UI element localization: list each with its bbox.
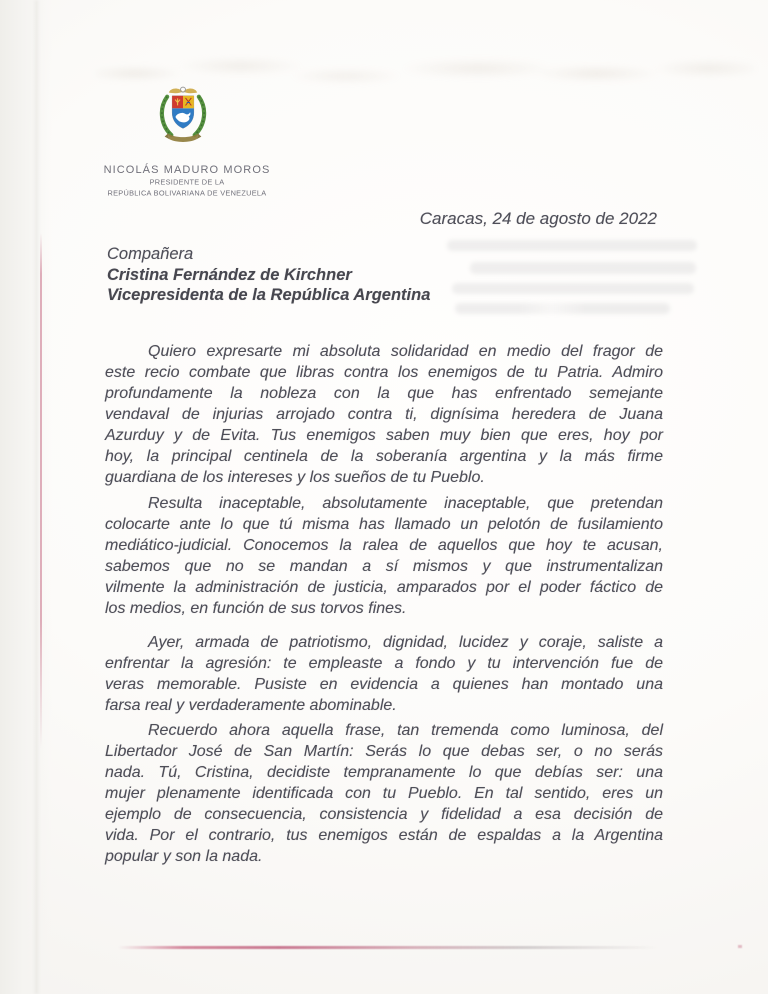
paragraph-line: colocarte ante lo que tú misma has llamado un pelotón de fusilamiento — [105, 516, 663, 533]
bleed-through-artifact — [455, 303, 670, 314]
paragraph — [105, 720, 663, 867]
paragraph-line: los medios, en función de sus torvos fines. — [105, 600, 407, 617]
scan-pink-line-bottom — [118, 946, 658, 949]
page-fold-line — [33, 0, 40, 994]
recipient-salutation: Compañera — [107, 245, 194, 263]
dateline: Caracas, 24 de agosto de 2022 — [419, 209, 657, 228]
paragraph-line: profundamente la nobleza con la que has enfrentado semejante — [105, 385, 663, 402]
letterhead — [95, 164, 279, 198]
paragraph — [105, 632, 663, 716]
letterhead-title-line1: PRESIDENTE DE LA — [149, 178, 225, 187]
bleed-through-artifact — [470, 262, 696, 274]
paragraph-line: Libertador José de San Martín: Serás lo que debas ser, o no serás — [105, 743, 663, 760]
paragraph-line: guardiana de los intereses y los sueños de tu Pueblo. — [105, 469, 485, 486]
paragraph-line: popular y son la nada. — [105, 848, 263, 865]
paragraph-line: ejemplo de consecuencia, consistencia y fidelidad a esa decisión de — [105, 806, 663, 823]
paragraph-line: Quiero expresarte mi absoluta solidaridad en medio del fragor de — [148, 343, 663, 360]
paragraph — [105, 341, 663, 488]
paragraph-line: hoy, la principal centinela de la soberanía argentina y la más firme — [105, 448, 663, 465]
paragraph-line: nada. Tú, Cristina, decidiste tempranamente lo que debías ser: una — [105, 764, 663, 781]
paragraph-line: Azurduy y de Evita. Tus enemigos saben muy bien que eres, hoy por — [105, 427, 663, 444]
scan-pink-line-vertical — [40, 233, 42, 748]
paragraph-line: vida. Por el contrario, tus enemigos están de espaldas a la Argentina — [105, 827, 663, 844]
paragraph-line: este recio combate que libras contra los enemigos de tu Patria. Admiro — [105, 364, 663, 381]
bleed-through-artifact — [447, 240, 697, 251]
letter-body — [105, 341, 663, 872]
paragraph-line: vilmente la administración de justicia, amparados por el poder fáctico de — [105, 579, 663, 596]
venezuela-coat-of-arms-icon — [158, 85, 208, 145]
scan-speck — [738, 945, 742, 948]
paragraph-line: Recuerdo ahora aquella frase, tan tremenda como luminosa, del — [148, 722, 663, 739]
recipient-block — [107, 244, 430, 306]
letterhead-name: NICOLÁS MADURO MOROS — [103, 164, 271, 176]
paragraph-line: mediático-judicial. Conocemos la ralea de aquellos que hoy te acusan, — [105, 537, 663, 554]
recipient-name: Cristina Fernández de Kirchner — [107, 265, 352, 284]
recipient-title: Vicepresidenta de la República Argentina — [107, 286, 431, 304]
paragraph-line: Ayer, armada de patriotismo, dignidad, lucidez y coraje, saliste a — [148, 634, 663, 651]
paragraph-line: sabemos que no se mandan a sí mismos y que instrumentalizan — [105, 558, 663, 575]
letterhead-title-line2: REPÚBLICA BOLIVARIANA DE VENEZUELA — [107, 189, 267, 198]
page-left-edge-shade — [0, 0, 52, 994]
paragraph-line: veras memorable. Pusiste en evidencia a quienes han montado una — [105, 676, 663, 693]
paragraph-line: enfrentar la agresión: te empleaste a fondo y tu intervención fue de — [105, 655, 663, 672]
paragraph-line: mujer plenamente identificada con tu Pueblo. En tal sentido, eres un — [105, 785, 663, 802]
paragraph — [105, 493, 663, 619]
paragraph-line: Resulta inaceptable, absolutamente inaceptable, que pretendan — [148, 495, 663, 512]
paragraph-line: vendaval de injurias arrojado contra ti, dignísima heredera de Juana — [105, 406, 663, 423]
paragraph-line: farsa real y verdaderamente abominable. — [105, 697, 397, 714]
bleed-through-artifact — [452, 283, 694, 294]
